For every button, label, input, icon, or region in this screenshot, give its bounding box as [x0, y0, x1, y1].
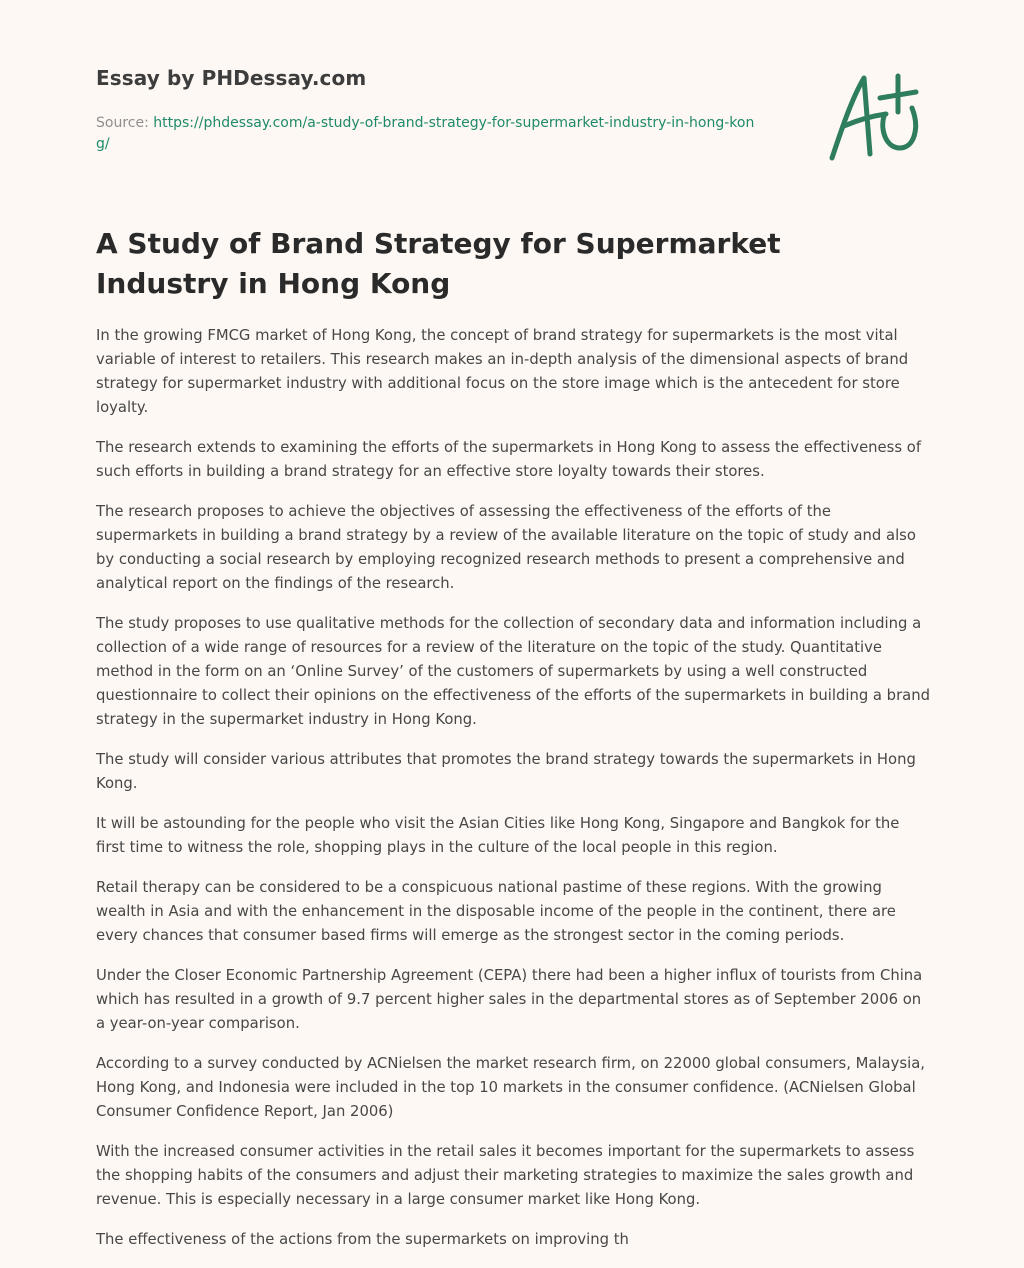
essay-paragraph: The study proposes to use qualitative methods for the collection of secondary data and information including a collection of a wide range of resources for a review of the literature on the topic of the study. Quantitative method in the form on an ‘Online Survey’ of the customers of supermarkets by using a well constructed questionnaire to collect their opinions on the effectiveness of the efforts of the supermarkets in building a brand strategy in the supermarket industry in Hong Kong. — [96, 615, 931, 728]
source-label: Source: — [96, 115, 154, 131]
essay-title: A Study of Brand Strategy for Supermarket Industry in Hong Kong — [96, 227, 781, 300]
essay-paragraph: According to a survey conducted by ACNielsen the market research firm, on 22000 global consumers, Malaysia, Hong Kong, and Indonesia were included in the top 10 markets in the consumer confidence. (ACNielsen Global Consumer Confidence Report, Jan 2006) — [96, 1055, 925, 1120]
essay-paragraph: The research proposes to achieve the objectives of assessing the effectiveness of the efforts of the supermarkets in building a brand strategy by a review of the available literature on the topic of study and also by conducting a social research by employing recognized research methods to present a comprehensive and analytical report on the findings of the research. — [96, 503, 916, 592]
essay-body — [96, 324, 932, 1268]
essay-paragraph: The study will consider various attributes that promotes the brand strategy towards the supermarkets in Hong Kong. — [96, 751, 916, 792]
essay-paragraph: In the growing FMCG market of Hong Kong, the concept of brand strategy for supermarkets is the most vital variable of interest to retailers. This research makes an in-depth analysis of the dimensional aspects of brand strategy for supermarket industry with additional focus on the store image which is the antecedent for store loyalty. — [96, 327, 909, 416]
a-plus-logo-icon — [824, 68, 924, 164]
essay-paragraph: It will be astounding for the people who visit the Asian Cities like Hong Kong, Singapore and Bangkok for the first time to witness the role, shopping plays in the culture of the local people in this region. — [96, 815, 900, 856]
site-brand: Essay by PHDessay.com — [96, 66, 367, 90]
source-link[interactable]: https://phdessay.com/a-study-of-brand-strategy-for-supermarket-industry-in-hong-kong/ — [96, 115, 755, 152]
essay-paragraph: Under the Closer Economic Partnership Agreement (CEPA) there had been a higher influx of tourists from China which has resulted in a growth of 9.7 percent higher sales in the departmental stores as of September 2006 on a year-on-year comparison. — [96, 967, 923, 1032]
essay-paragraph: With the increased consumer activities in the retail sales it becomes important for the supermarkets to assess the shopping habits of the consumers and adjust their marketing strategies to maximize the sales growth and revenue. This is especially necessary in a large consumer market like Hong Kong. — [96, 1143, 915, 1208]
essay-paragraph-truncated: The effectiveness of the actions from the supermarkets on improving th — [96, 1231, 629, 1248]
essay-paragraph: The research extends to examining the efforts of the supermarkets in Hong Kong to assess the effectiveness of such efforts in building a brand strategy for an effective store loyalty towards their stores. — [96, 439, 922, 480]
essay-paragraph: Retail therapy can be considered to be a conspicuous national pastime of these regions. With the growing wealth in Asia and with the enhancement in the disposable income of the people in the continent, there are every chances that consumer based firms will emerge as the strongest sector in the coming periods. — [96, 879, 896, 944]
source-line — [96, 113, 756, 155]
